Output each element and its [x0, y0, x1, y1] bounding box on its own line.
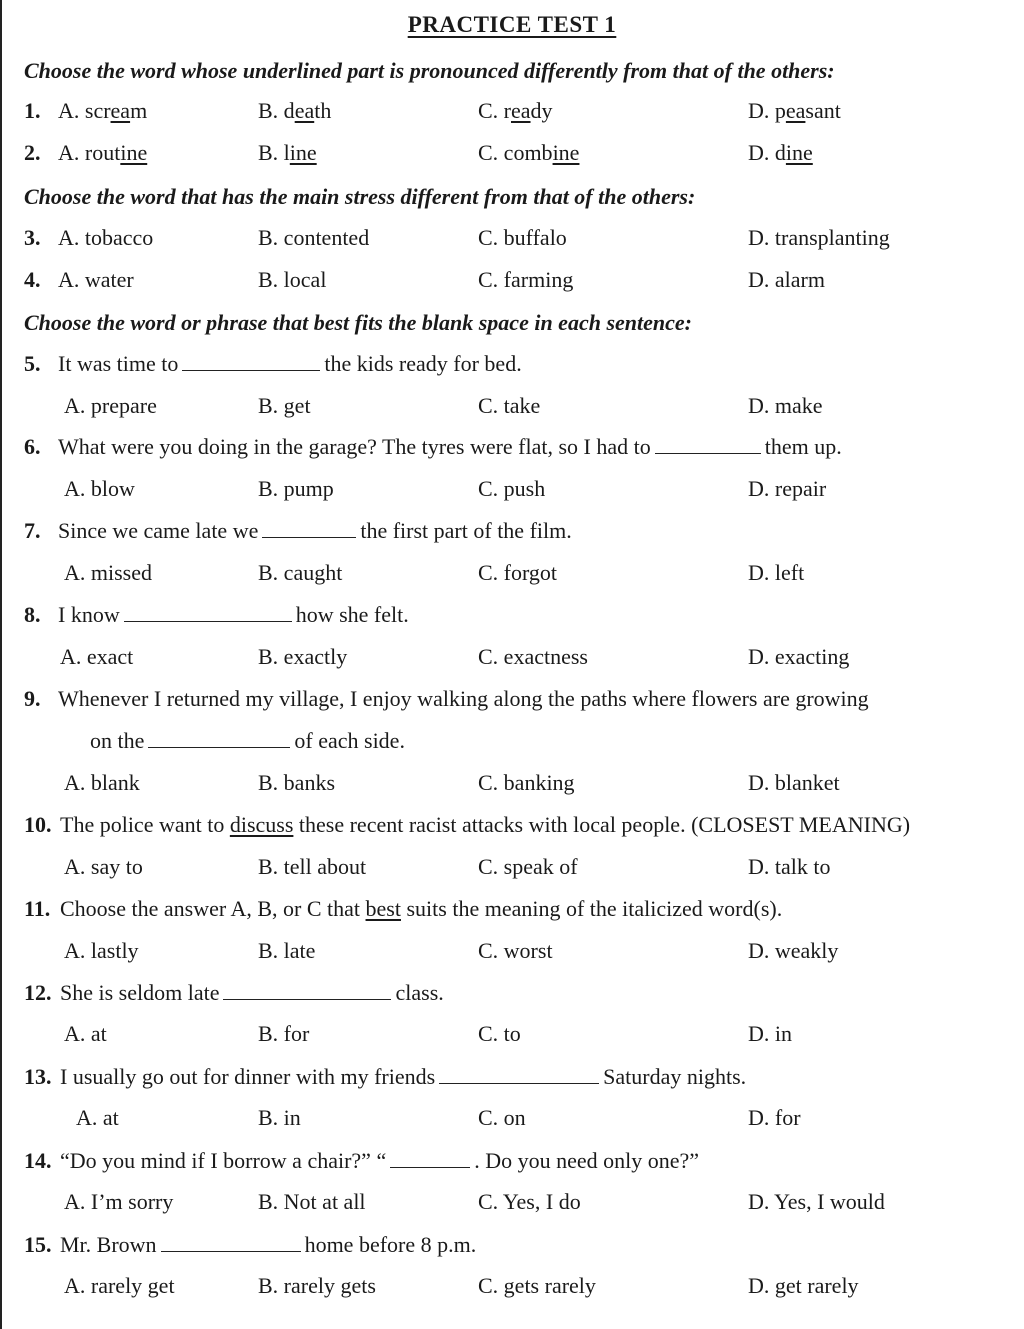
- option-c[interactable]: C. combine: [478, 140, 580, 165]
- question-5-options: [0, 393, 1024, 423]
- option-d[interactable]: D. exacting: [748, 644, 850, 669]
- question-number: 1.: [24, 98, 41, 123]
- option-a[interactable]: A. blow: [64, 476, 135, 501]
- answer-blank: [262, 536, 356, 538]
- option-a[interactable]: A. tobacco: [58, 225, 154, 250]
- instruction-stress: Choose the word that has the main stress different from that of the others:: [24, 184, 696, 209]
- option-d[interactable]: D. peasant: [748, 98, 841, 123]
- answer-blank: [655, 452, 761, 454]
- question-3: [0, 225, 1024, 255]
- question-6-options: [0, 476, 1024, 506]
- option-d[interactable]: D. Yes, I would: [748, 1189, 885, 1214]
- question-number: 13.: [24, 1064, 52, 1089]
- option-d[interactable]: D. for: [748, 1105, 801, 1130]
- option-d[interactable]: D. left: [748, 560, 805, 585]
- option-d[interactable]: D. weakly: [748, 938, 839, 963]
- option-b[interactable]: B. caught: [258, 560, 343, 585]
- option-a[interactable]: A. I’m sorry: [64, 1189, 174, 1214]
- option-a[interactable]: A. say to: [64, 854, 143, 879]
- question-text: Whenever I returned my village, I enjoy walking along the paths where flowers are growing: [58, 686, 869, 711]
- option-b[interactable]: B. in: [258, 1105, 301, 1130]
- answer-blank: [439, 1082, 599, 1084]
- question-text: What were you doing in the garage? The tyres were flat, so I had to them up.: [58, 434, 842, 459]
- option-a[interactable]: A. blank: [64, 770, 140, 795]
- option-d[interactable]: D. in: [748, 1021, 792, 1046]
- option-a[interactable]: A. at: [64, 1021, 107, 1046]
- instruction-blank: Choose the word or phrase that best fits the blank space in each sentence:: [24, 310, 692, 335]
- option-b[interactable]: B. for: [258, 1021, 310, 1046]
- option-a[interactable]: A. exact: [60, 644, 134, 669]
- option-a[interactable]: A. routine: [58, 140, 148, 165]
- option-c[interactable]: C. exactness: [478, 644, 588, 669]
- question-text: I know how she felt.: [58, 602, 409, 627]
- question-number: 8.: [24, 602, 41, 627]
- question-8-options: [0, 644, 1024, 674]
- question-13-stem: [0, 1064, 1024, 1094]
- option-d[interactable]: D. repair: [748, 476, 827, 501]
- answer-blank: [223, 998, 391, 1000]
- instruction-pronunciation: Choose the word whose underlined part is pronounced differently from that of the others:: [24, 58, 835, 83]
- option-c[interactable]: C. gets rarely: [478, 1273, 596, 1298]
- answer-blank: [161, 1250, 301, 1252]
- question-9-stem-continued: [0, 728, 1024, 758]
- option-a[interactable]: A. missed: [64, 560, 152, 585]
- question-text: “Do you mind if I borrow a chair?” “ . Do you need only one?”: [60, 1148, 700, 1173]
- option-c[interactable]: C. worst: [478, 938, 553, 963]
- question-number: 2.: [24, 140, 41, 165]
- question-7-options: [0, 560, 1024, 590]
- question-text: Since we came late we the first part of the film.: [58, 518, 572, 543]
- question-number: 9.: [24, 686, 41, 711]
- question-9-stem: [0, 686, 1024, 716]
- question-10-options: [0, 854, 1024, 884]
- option-c[interactable]: C. push: [478, 476, 546, 501]
- option-c[interactable]: C. buffalo: [478, 225, 567, 250]
- question-12-options: [0, 1021, 1024, 1051]
- option-b[interactable]: B. Not at all: [258, 1189, 366, 1214]
- option-c[interactable]: C. on: [478, 1105, 526, 1130]
- question-4: [0, 267, 1024, 297]
- question-15-options: [0, 1273, 1024, 1303]
- question-15-stem: [0, 1232, 1024, 1262]
- option-b[interactable]: B. death: [258, 98, 332, 123]
- question-text: I usually go out for dinner with my friends Saturday nights.: [60, 1064, 747, 1089]
- question-11-stem: [0, 896, 1024, 926]
- question-7-stem: [0, 518, 1024, 548]
- option-b[interactable]: B. contented: [258, 225, 370, 250]
- answer-blank: [148, 746, 290, 748]
- option-a[interactable]: A. scream: [58, 98, 148, 123]
- question-number: 5.: [24, 351, 41, 376]
- option-b[interactable]: B. pump: [258, 476, 334, 501]
- option-d[interactable]: D. make: [748, 393, 823, 418]
- question-6-stem: [0, 434, 1024, 464]
- option-d[interactable]: D. dine: [748, 140, 813, 165]
- option-d[interactable]: D. transplanting: [748, 225, 890, 250]
- option-d[interactable]: D. get rarely: [748, 1273, 859, 1298]
- question-number: 12.: [24, 980, 52, 1005]
- question-14-stem: [0, 1148, 1024, 1178]
- question-number: 3.: [24, 225, 41, 250]
- option-d[interactable]: D. blanket: [748, 770, 840, 795]
- answer-blank: [390, 1166, 470, 1168]
- option-b[interactable]: B. line: [258, 140, 317, 165]
- option-c[interactable]: C. speak of: [478, 854, 578, 879]
- option-b[interactable]: B. get: [258, 393, 311, 418]
- question-number: 11.: [24, 896, 51, 921]
- question-text: Choose the answer A, B, or C that best suits the meaning of the italicized word(s).: [60, 896, 783, 921]
- question-1: [0, 98, 1024, 128]
- option-c[interactable]: C. ready: [478, 98, 553, 123]
- option-c[interactable]: C. banking: [478, 770, 575, 795]
- answer-blank: [182, 369, 320, 371]
- question-text: It was time to the kids ready for bed.: [58, 351, 522, 376]
- option-a[interactable]: A. rarely get: [64, 1273, 175, 1298]
- question-5-stem: [0, 351, 1024, 381]
- question-8-stem: [0, 602, 1024, 632]
- question-10-stem: [0, 812, 1024, 842]
- option-b[interactable]: B. banks: [258, 770, 335, 795]
- option-c[interactable]: C. Yes, I do: [478, 1189, 581, 1214]
- option-d[interactable]: D. talk to: [748, 854, 831, 879]
- option-d[interactable]: D. alarm: [748, 267, 825, 292]
- question-13-options: [0, 1105, 1024, 1135]
- question-9-options: [0, 770, 1024, 800]
- question-text: She is seldom late class.: [60, 980, 444, 1005]
- option-b[interactable]: B. tell about: [258, 854, 367, 879]
- question-number: 10.: [24, 812, 52, 837]
- option-a[interactable]: A. at: [76, 1105, 119, 1130]
- option-b[interactable]: B. late: [258, 938, 316, 963]
- option-c[interactable]: C. take: [478, 393, 541, 418]
- question-number: 6.: [24, 434, 41, 459]
- option-a[interactable]: A. prepare: [64, 393, 157, 418]
- question-number: 15.: [24, 1232, 52, 1257]
- question-12-stem: [0, 980, 1024, 1010]
- option-c[interactable]: C. forgot: [478, 560, 558, 585]
- page-title: PRACTICE TEST 1: [407, 12, 617, 37]
- answer-blank: [124, 620, 292, 622]
- option-b[interactable]: B. rarely gets: [258, 1273, 376, 1298]
- option-b[interactable]: B. exactly: [258, 644, 348, 669]
- option-a[interactable]: A. lastly: [64, 938, 139, 963]
- option-c[interactable]: C. farming: [478, 267, 574, 292]
- question-14-options: [0, 1189, 1024, 1219]
- question-2: [0, 140, 1024, 170]
- question-number: 7.: [24, 518, 41, 543]
- question-text: Mr. Brown home before 8 p.m.: [60, 1232, 477, 1257]
- question-text: The police want to discuss these recent racist attacks with local people. (CLOSEST MEANING): [60, 812, 911, 837]
- option-a[interactable]: A. water: [58, 267, 134, 292]
- question-11-options: [0, 938, 1024, 968]
- option-b[interactable]: B. local: [258, 267, 327, 292]
- question-number: 4.: [24, 267, 41, 292]
- option-c[interactable]: C. to: [478, 1021, 521, 1046]
- question-number: 14.: [24, 1148, 52, 1173]
- question-text: on the of each side.: [90, 728, 405, 753]
